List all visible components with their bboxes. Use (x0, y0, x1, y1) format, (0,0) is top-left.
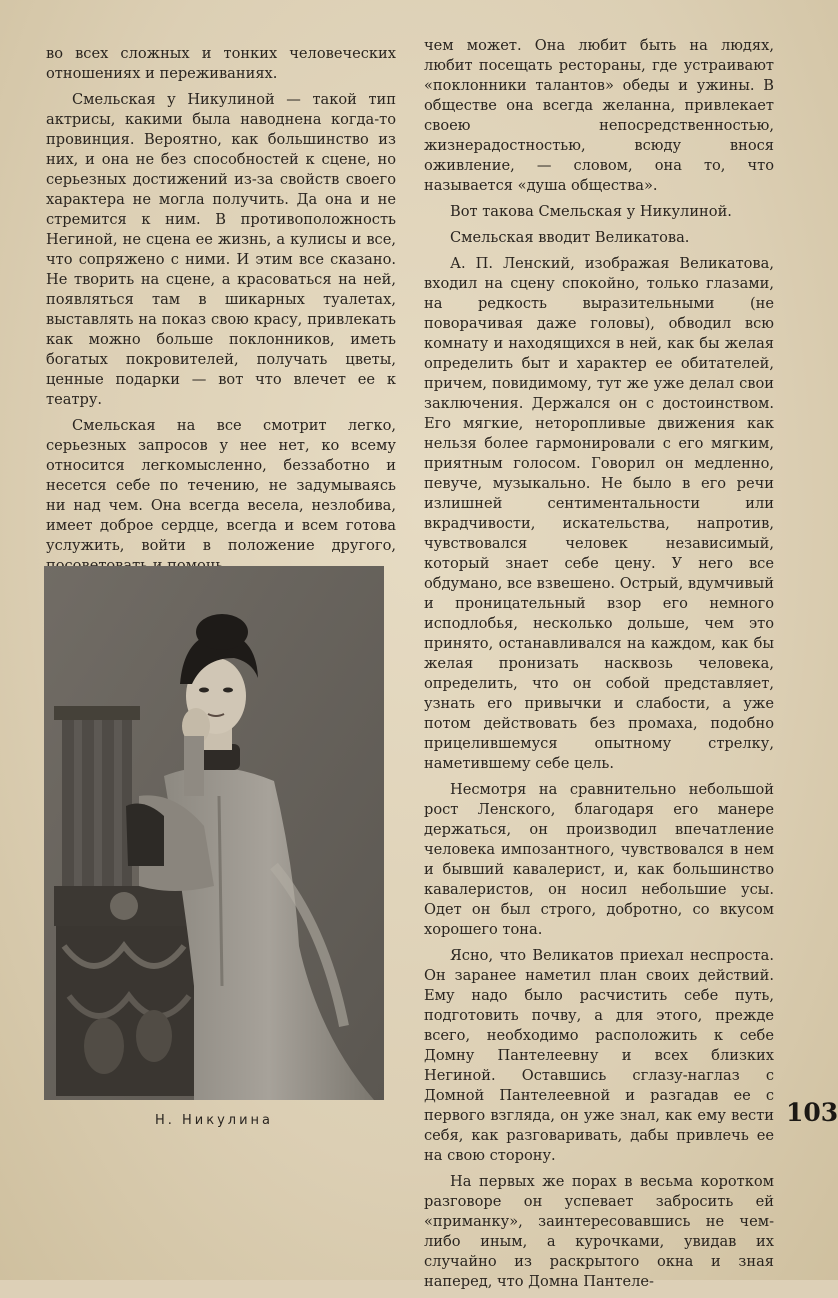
left-paragraph-1: во всех сложных и тонких человеческих отношениях и переживаниях. (46, 45, 396, 82)
right-paragraph-1: чем может. Она любит быть на людях, любит посещать рестораны, где устраивают «поклонники талантов» обеды и ужины. В обществе она всегда желанна, привлекает своею непосредственностью, жизнерадостностью, всюду внося оживление, — словом, она то, что называется «душа общества». (424, 37, 774, 194)
right-paragraph-6: Ясно, что Великатов приехал неспроста. Он заранее наметил план своих действий. Ему надо было расчистить себе путь, подготовить почву, а для этого, прежде всего, необходимо расположить к себе Домну Пантелеевну и всех близких Негиной. Оставшись сглазу-наглаз с Домной Пантелеевной и разгадав ее с первого взгляда, он уже знал, как ему вести себя, как разговаривать, дабы привлечь ее на свою сторону. (424, 947, 774, 1164)
right-paragraph-7: На первых же порах в весьма коротком разговоре он успевает забросить ей «приманку», заинтересовавшись не чем-либо иным, а курочками, увидав их случайно из раскрытого окна и зная наперед, что Домна Пантеле- (424, 1173, 774, 1290)
right-paragraph-3: Смельская вводит Великатова. (450, 229, 690, 246)
photo-caption: Н. Никулина (154, 1113, 274, 1128)
right-paragraph-4: А. П. Ленский, изображая Великатова, входил на сцену спокойно, только глазами, на редкость выразительными (не поворачивая даже головы), обводил всю комнату и находящихся в ней, как бы желая определить быт и характер ее обитателей, причем, повидимому, тут же уже делал свои заключения. Держался он с достоинством. Его мягкие, неторопливые движения как нельзя более гармонировали с его мягким, приятным голосом. Говорил он медленно, певуче, музыкально. Не было в его речи излишней сентиментальности или вкрадчивости, искательства, напротив, чувствовался человек независимый, который знает себе цену. У него все обдумано, все взвешено. Острый, вдумчивый и проницательный взор его немного исподлобья, несколько дольше, чем это принято, останавливался на каждом, как бы желая пронизать насквозь человека, определить, что он собой представляет, узнать его привычки и слабости, а уже потом действовать без промаха, подобно прицелившемуся опытному стрелку, наметившему себе цель. (424, 255, 774, 772)
page-number: 103 (786, 1098, 838, 1127)
portrait-photo (44, 566, 384, 1100)
portrait-illustration (44, 566, 384, 1100)
right-text-column (424, 36, 774, 1298)
left-paragraph-2: Смельская у Никулиной — такой тип актрисы, какими была наводнена когда-то провинция. Вероятно, как большинство из них, и она не без способностей к сцене, но серьезных достижений из-за свойств своего характера не могла получить. Да она и не стремится к ним. В противоположность Негиной, не сцена ее жизнь, а кулисы и все, что сопряжено с ними. И этим все сказано. Не творить на сцене, а красоваться на ней, появляться там в шикарных туалетах, выставлять на показ свою красу, привлекать как можно больше поклонников, иметь богатых покровителей, получать цветы, ценные подарки — вот что влечет ее к театру. (46, 91, 396, 408)
right-paragraph-2: Вот такова Смельская у Никулиной. (450, 203, 732, 220)
left-paragraph-3: Смельская на все смотрит легко, серьезных запросов у нее нет, ко всему относится легкомысленно, беззаботно и несется себе по течению, не задумываясь ни над чем. Она всегда весела, незлобива, имеет доброе сердце, всегда и всем готова услужить, войти в положение другого, (46, 417, 396, 554)
left-text-column (46, 44, 396, 582)
right-paragraph-5: Несмотря на сравнительно небольшой рост Ленского, благодаря его манере держаться, он производил впечатление человека импозантного, чувствовался в нем и бывший кавалерист, и, как большинство кавалеристов, он носил небольшие усы. Одет он был строго, добротно, со вкусом хорошего тона. (424, 781, 774, 938)
